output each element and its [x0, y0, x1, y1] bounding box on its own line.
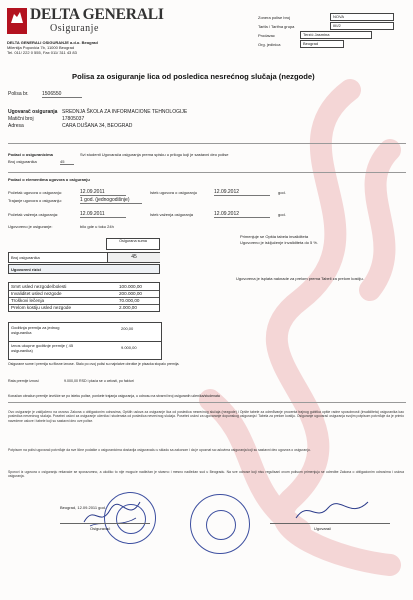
- legal-paragraph-3: Sporovi iz ugovora o osiguranju rešavaće se sporazumno, a ukoliko to nije moguće nadležan je stvarno i mesno nadležan sud u Beogradu. Na sve odnose koji nisu regulisani ovom polisom primenjuju se odredbe Zakona o obligacionim odnosima i uslova osiguranja.: [8, 470, 404, 479]
- total-premium-value: 9.000,00: [121, 345, 137, 350]
- period-end-value: 12.09.2012: [214, 211, 270, 218]
- insured-count-value: 45: [60, 159, 74, 165]
- legal-paragraph-1: Ovo osiguranje je zaključeno na osnovu Zakona o obligacionim odnosima, Opštih uslova za osiguranje lica od posledica nesrećnog slučaja (nezgode) i Opšte tabele za određivanje procenta trajnog gubitka opšte radne sposobnosti (invaliditeta) osiguranika kao posledica nesrećnog slučaja. Posebni uslovi za osiguranje učenika i studenata od posledica nesrećnog slučaja. Posebni uslovi za ugovaranje dopunskog osiguranja i Tabela za prelom kostiju. Osiguranje ugovarač osiguranja svojim potpisom potvrđuje da je primio navedene uslove i tabele koji su sastavni deo ove polise.: [8, 410, 404, 423]
- address-value: CARA DUŠANA 34, BEOGRAD: [62, 123, 133, 129]
- period-start-value: 12.09.2011: [80, 211, 126, 218]
- risk-value: 100.000,00: [119, 284, 142, 289]
- generali-lion-watermark: [150, 60, 413, 580]
- company-name: DELTA GENERALI: [30, 6, 164, 23]
- company-legal-name: DELTA GENERALI OSIGURANJE a.d.o. Beograd: [7, 40, 98, 45]
- payment-line-label: Rata premije iznosi: [8, 379, 39, 383]
- period-start-label: Početak važenja osiguranja:: [8, 212, 59, 217]
- seller-label: Prodavac: [258, 33, 275, 38]
- contractor-label: Ugovarač osiguranja: [8, 109, 58, 115]
- address-label: Adresa: [8, 123, 24, 129]
- risks-header-row: [8, 264, 160, 274]
- policy-number-label: Polisa br.: [8, 91, 29, 97]
- count-row-label: Broj osiguranika: [11, 255, 40, 260]
- risk-value: 70.000,00: [119, 298, 140, 303]
- duration-value: 1 god. (jednogodišnje): [80, 197, 142, 204]
- company-logo: [7, 8, 27, 37]
- tariff-label: Tarifa / Tarifna grupa: [258, 24, 295, 29]
- risks-header: Ugovoreni rizici: [11, 267, 42, 272]
- seller-value: Terzić Jasmina: [300, 31, 372, 39]
- risk-value: 2.000,00: [119, 305, 137, 310]
- count-row: [8, 252, 160, 263]
- count-row-value: 45: [107, 253, 160, 262]
- place-date: Beograd, 12.09.2011 god.: [60, 505, 106, 510]
- contractor-stamp: [190, 494, 250, 554]
- payment-note: Osigurane sume i premija su fiksne iznose. Stalo po ovoj polisi su najniatve obrotke je pisacka stopalo premija.: [8, 362, 180, 366]
- risks-list: [8, 282, 160, 312]
- duration-label: Trajanje ugovora o osiguranju:: [8, 198, 62, 203]
- insured-description: Svi studenti Ugovarača osiguranja prema spisku u prilogu koji je sastavni deo polise: [80, 152, 229, 157]
- insured-count-label: Broj osiguranika: [8, 159, 37, 164]
- logo-text: GENERALI: [9, 33, 25, 37]
- note-disability-table: Primenjuje se Opšta tabela invaliditeta: [240, 234, 309, 239]
- note-disability-exclusion: Ugovoreno je isključenje invaliditeta do 5 %.: [240, 240, 319, 245]
- premium-box: [8, 322, 162, 360]
- zone-label: Zonera polise broj: [258, 15, 291, 20]
- period-end-label: Istek važenja osiguranja: [150, 212, 193, 217]
- payment-line-value: 9.000,00 RSD i plaća se u celosti, po fakturi: [64, 379, 134, 383]
- contract-section-title: Podaci o elementima ugovora o osiguranju: [8, 177, 90, 182]
- premium-value: 200,00: [121, 326, 134, 331]
- contractor-signature-label: Ugovarač: [314, 526, 332, 531]
- registration-number: 17805037: [62, 116, 85, 122]
- company-phone: Tel. 011/ 222 0 555, Fax 011/ 311 43 83: [7, 50, 77, 55]
- zone-value: NOVA: [330, 13, 394, 21]
- policy-number: 1506550: [42, 91, 82, 98]
- company-stamp: [104, 492, 156, 544]
- risk-label: Invaliditet usled nezgode: [11, 291, 62, 296]
- contractor-name: SREDNJA ŠKOLA ZA INFORMACIONE TEHNOLOGIJE: [62, 109, 188, 115]
- org-unit-label: Org. jedinica: [258, 42, 281, 47]
- registration-number-label: Matični broj: [8, 116, 34, 122]
- contract-end-god: god.: [278, 190, 286, 195]
- company-address: Milentija Popovića 7b, 11000 Beograd: [7, 45, 75, 50]
- risk-label: Troškovi lečenja: [11, 298, 45, 303]
- contract-end-label: Istek ugovora o osiguranju: [150, 190, 197, 195]
- risk-value: 200.000,00: [119, 291, 142, 296]
- final-calculation-note: Konačan obračun premije izvršiće se po isteku polise, ponkele trajanja osiguranja, u odnosu na stvarni broj osiguranih učenika/studenata: [8, 394, 220, 398]
- sum-insured-header: Osigurana suma: [106, 238, 160, 250]
- risk-row-fracture: [9, 304, 159, 311]
- company-subtitle: Osiguranje: [50, 23, 99, 34]
- coverage-value: bilo gde u toku 24h: [80, 224, 114, 229]
- risk-label: Smrt usled nezgode/bolesti: [11, 284, 67, 289]
- risk-label: Prelom kostiju usled nezgode: [11, 305, 72, 310]
- insurer-signature-label: Osiguravač: [90, 526, 111, 531]
- lion-icon: [7, 8, 27, 28]
- contract-start-value: 12.09.2011: [80, 189, 126, 196]
- legal-paragraph-2: Potpisom na polisi ugovarač potvrđuje da sve lične podatke o osiguranicima dostavlja osiguravaču u skladu sa zakonom i da je upoznat sa uslovima osiguranja koji su sastavni deo ugovora o osiguranju.: [8, 448, 311, 452]
- document-title: Polisa za osiguranje lica od posledica nesrećnog slučaja (nezgode): [72, 72, 315, 81]
- contract-end-value: 12.09.2012: [214, 189, 270, 196]
- org-unit-value: Beograd: [300, 40, 344, 48]
- coverage-table: [8, 238, 160, 334]
- tariff-value: IIII/2: [330, 22, 394, 30]
- period-end-god: god.: [278, 212, 286, 217]
- coverage-label: Ugovoreno je osiguranje:: [8, 224, 53, 229]
- note-fracture-table: Ugovorena je isplata naknade za prelom prema Tabeli za prelom kostiju.: [236, 276, 364, 281]
- premium-label: Godišnja premija za jednog osiguranika: [11, 325, 60, 335]
- total-premium-label: Iznos ukupne godišnje premije ( 45 osiguranika): [11, 343, 74, 353]
- contract-start-label: Početak ugovora o osiguranju:: [8, 190, 63, 195]
- insured-section-title: Podaci o osiguranicima: [8, 152, 53, 157]
